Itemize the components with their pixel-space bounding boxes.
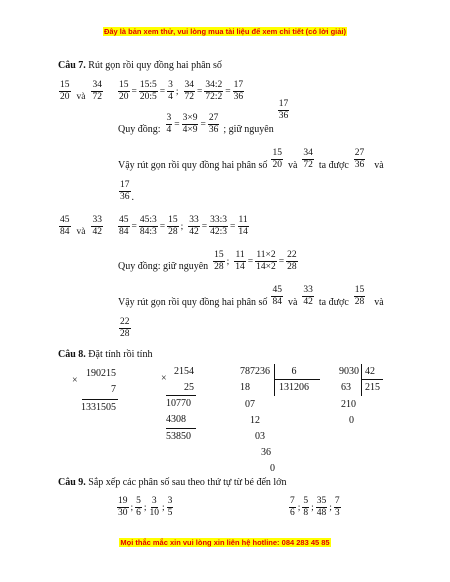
inline-text: . bbox=[131, 192, 134, 203]
numerator: 11 bbox=[238, 215, 248, 225]
numerator: 3×9 bbox=[182, 113, 198, 123]
numerator: 33:3 bbox=[210, 215, 227, 225]
denominator: 14×2 bbox=[256, 262, 276, 272]
q7a-common-denominator bbox=[118, 99, 290, 136]
numerator: 45 bbox=[119, 215, 129, 225]
denominator: 5 bbox=[167, 508, 173, 518]
fraction bbox=[139, 80, 158, 103]
math-text: 12 bbox=[250, 415, 260, 426]
fraction bbox=[302, 496, 309, 519]
q9-set-b bbox=[288, 496, 342, 519]
math-text: = bbox=[197, 86, 203, 97]
numerator: 15 bbox=[214, 250, 224, 260]
math-text: và bbox=[76, 226, 86, 237]
numerator: 11×2 bbox=[256, 250, 276, 260]
fraction bbox=[139, 215, 158, 238]
inline-text: Quy đồng: giữ nguyên bbox=[118, 261, 209, 272]
math-text: 2154 bbox=[174, 366, 194, 377]
math-text: 787236 bbox=[240, 366, 270, 377]
math-text: 36 bbox=[261, 447, 271, 458]
fraction bbox=[209, 215, 228, 238]
math-text: = bbox=[159, 86, 166, 97]
numerator: 17 bbox=[120, 180, 130, 190]
denominator: 30 bbox=[118, 508, 128, 518]
denominator: 8 bbox=[303, 508, 309, 518]
denominator: 36 bbox=[278, 111, 289, 121]
inline-text: Vậy rút gọn rồi quy đồng hai phân số bbox=[118, 297, 268, 308]
math-text: ; bbox=[175, 86, 179, 97]
preview-banner: Đây là bản xem thử, vui lòng mua tài liệu để xem chi tiết (có lời giải) bbox=[103, 27, 347, 36]
fraction bbox=[118, 80, 130, 103]
q9-heading bbox=[58, 477, 286, 489]
inline-text: và bbox=[287, 297, 298, 308]
numerator: 3 bbox=[167, 496, 173, 506]
math-text: ; bbox=[311, 502, 314, 513]
q7b-common-denominator bbox=[118, 250, 299, 273]
denominator: 36 bbox=[120, 192, 130, 202]
denominator: 14 bbox=[238, 227, 248, 237]
numerator: 45 bbox=[272, 285, 282, 295]
math-text: = bbox=[201, 221, 208, 232]
math-text: 42 bbox=[365, 366, 375, 377]
fraction bbox=[59, 80, 71, 103]
numerator: 33 bbox=[92, 215, 102, 225]
fraction bbox=[213, 250, 225, 273]
fraction bbox=[91, 80, 103, 103]
math-text: 131206 bbox=[279, 382, 309, 393]
numerator: 3 bbox=[151, 496, 157, 506]
denominator: 84 bbox=[272, 297, 282, 307]
fraction bbox=[255, 250, 277, 273]
denominator: 28 bbox=[354, 297, 365, 307]
numerator: 34 bbox=[92, 80, 102, 90]
denominator: 3 bbox=[334, 508, 340, 518]
q7-title: Câu 7. bbox=[58, 60, 86, 71]
q7-heading bbox=[58, 60, 222, 72]
divider-line bbox=[361, 379, 383, 380]
numerator: 11 bbox=[235, 250, 245, 260]
q7a-given bbox=[58, 80, 104, 103]
denominator: 48 bbox=[316, 508, 327, 518]
numerator: 33 bbox=[303, 285, 313, 295]
math-text: 0 bbox=[270, 463, 275, 474]
math-text: 190215 bbox=[86, 368, 116, 379]
divider-line bbox=[361, 364, 362, 396]
numerator: 15 bbox=[354, 285, 365, 295]
hotline-banner: Mọi thắc mắc xin vui lòng xin liên hệ hotline: 084 283 45 85 bbox=[120, 538, 330, 547]
denominator: 20 bbox=[272, 160, 282, 170]
math-text: 215 bbox=[365, 382, 380, 393]
numerator: 27 bbox=[354, 148, 365, 158]
numerator: 3 bbox=[168, 80, 173, 90]
inline-text: Quy đồng: bbox=[118, 124, 161, 135]
fraction bbox=[149, 496, 161, 519]
numerator: 45 bbox=[60, 215, 70, 225]
math-text: ; bbox=[130, 502, 134, 513]
denominator: 4 bbox=[166, 125, 172, 135]
numerator: 19 bbox=[118, 496, 128, 506]
fraction bbox=[278, 99, 290, 122]
denominator: 84 bbox=[119, 227, 129, 237]
denominator: 6 bbox=[136, 508, 141, 518]
math-text: 03 bbox=[255, 431, 265, 442]
math-text: ; bbox=[226, 256, 230, 267]
q7b-given bbox=[58, 215, 104, 238]
q7b-conclusion-wrap bbox=[118, 317, 132, 340]
fraction bbox=[234, 250, 246, 273]
fraction bbox=[184, 80, 196, 103]
denominator: 14 bbox=[235, 262, 245, 272]
math-text: = bbox=[174, 119, 180, 130]
denominator: 36 bbox=[233, 92, 244, 102]
q7b-reduce bbox=[117, 215, 250, 238]
math-text: ; bbox=[180, 221, 184, 232]
fraction bbox=[354, 148, 366, 171]
inline-text: ; giữ nguyên bbox=[223, 124, 274, 135]
denominator: 36 bbox=[208, 125, 219, 135]
math-text: 0 bbox=[349, 415, 354, 426]
math-text: = bbox=[247, 256, 254, 267]
fraction bbox=[166, 113, 173, 136]
fraction bbox=[286, 250, 298, 273]
numerator: 5 bbox=[136, 496, 141, 506]
math-text: = bbox=[200, 119, 206, 130]
fraction bbox=[208, 113, 220, 136]
math-text: 4308 bbox=[166, 414, 186, 425]
math-text: = bbox=[278, 256, 285, 267]
numerator: 15:5 bbox=[139, 80, 157, 90]
numerator: 15 bbox=[272, 148, 282, 158]
math-text: 6 bbox=[291, 366, 297, 377]
inline-text: ta được bbox=[318, 160, 349, 171]
divider-line bbox=[82, 399, 118, 400]
numerator: 27 bbox=[208, 113, 219, 123]
numerator: 7 bbox=[334, 496, 340, 506]
divider-line bbox=[166, 395, 196, 396]
denominator: 84 bbox=[60, 227, 70, 237]
math-text: = bbox=[131, 86, 137, 97]
fraction bbox=[119, 317, 131, 340]
numerator: 45:3 bbox=[139, 215, 157, 225]
q9-prompt: Sắp xếp các phân số sau theo thứ tự từ bé đến lớn bbox=[88, 477, 287, 488]
q8-heading bbox=[58, 349, 152, 361]
math-text: = bbox=[230, 221, 236, 232]
fraction bbox=[119, 180, 131, 203]
numerator: 22 bbox=[287, 250, 297, 260]
fraction bbox=[135, 496, 142, 519]
fraction bbox=[188, 215, 200, 238]
numerator: 35 bbox=[316, 496, 327, 506]
math-text: ; bbox=[143, 502, 147, 513]
numerator: 3 bbox=[166, 113, 172, 123]
fraction bbox=[167, 80, 174, 103]
math-text: × bbox=[161, 373, 167, 384]
math-text: ; bbox=[162, 502, 165, 513]
fraction bbox=[91, 215, 103, 238]
fraction bbox=[117, 496, 129, 519]
q8-prompt: Đặt tính rồi tính bbox=[88, 349, 153, 360]
math-text: 53850 bbox=[166, 431, 191, 442]
math-text: 9030 bbox=[339, 366, 359, 377]
math-text: ; bbox=[329, 502, 332, 513]
denominator: 28 bbox=[168, 227, 178, 237]
inline-text: Vậy rút gọn rồi quy đồng hai phân số bbox=[118, 160, 268, 171]
math-text: và bbox=[76, 91, 86, 102]
q9-set-a bbox=[116, 496, 174, 519]
denominator: 36 bbox=[354, 160, 365, 170]
math-text: ; bbox=[297, 502, 301, 513]
denominator: 72:2 bbox=[205, 92, 223, 102]
math-text: 10770 bbox=[166, 398, 191, 409]
fraction bbox=[237, 215, 249, 238]
fraction bbox=[167, 215, 179, 238]
divider-line bbox=[274, 364, 275, 396]
math-text: 7 bbox=[111, 384, 116, 395]
denominator: 4 bbox=[168, 92, 173, 102]
math-text: 1331505 bbox=[81, 402, 116, 413]
fraction bbox=[233, 80, 245, 103]
numerator: 34 bbox=[303, 148, 313, 158]
math-text: = bbox=[131, 221, 137, 232]
inline-text: và bbox=[374, 297, 384, 308]
denominator: 20 bbox=[119, 92, 129, 102]
fraction bbox=[289, 496, 296, 519]
fraction bbox=[271, 148, 283, 171]
fraction bbox=[118, 215, 130, 238]
inline-text: và bbox=[374, 160, 384, 171]
numerator: 7 bbox=[290, 496, 295, 506]
numerator: 17 bbox=[233, 80, 244, 90]
denominator: 42 bbox=[189, 227, 199, 237]
denominator: 20:5 bbox=[139, 92, 157, 102]
denominator: 28 bbox=[120, 329, 130, 339]
math-text: 25 bbox=[184, 382, 194, 393]
q7a-reduce bbox=[117, 80, 245, 103]
inline-text: và bbox=[287, 160, 298, 171]
math-text: × bbox=[72, 375, 78, 386]
denominator: 72 bbox=[92, 92, 102, 102]
numerator: 15 bbox=[168, 215, 178, 225]
fraction bbox=[316, 496, 328, 519]
q7-prompt: Rút gọn rồi quy đồng hai phân số bbox=[88, 60, 222, 71]
numerator: 33 bbox=[189, 215, 199, 225]
numerator: 17 bbox=[278, 99, 289, 109]
fraction bbox=[204, 80, 223, 103]
fraction bbox=[302, 285, 314, 308]
denominator: 42 bbox=[303, 297, 313, 307]
numerator: 22 bbox=[120, 317, 130, 327]
fraction bbox=[182, 113, 199, 136]
numerator: 5 bbox=[303, 496, 309, 506]
q7b-conclusion bbox=[118, 285, 384, 308]
divider-line bbox=[274, 379, 320, 380]
denominator: 20 bbox=[60, 92, 70, 102]
fraction bbox=[334, 496, 341, 519]
numerator: 15 bbox=[119, 80, 129, 90]
denominator: 72 bbox=[303, 160, 313, 170]
denominator: 84:3 bbox=[139, 227, 157, 237]
fraction bbox=[302, 148, 314, 171]
denominator: 6 bbox=[290, 508, 295, 518]
inline-text: ta được bbox=[318, 297, 349, 308]
denominator: 28 bbox=[287, 262, 297, 272]
divider-line bbox=[166, 428, 196, 429]
numerator: 34 bbox=[184, 80, 194, 90]
fraction bbox=[167, 496, 174, 519]
denominator: 42:3 bbox=[210, 227, 227, 237]
q8-title: Câu 8. bbox=[58, 349, 86, 360]
math-text: 07 bbox=[245, 399, 255, 410]
fraction bbox=[59, 215, 71, 238]
math-text: = bbox=[159, 221, 166, 232]
denominator: 28 bbox=[214, 262, 224, 272]
fraction bbox=[271, 285, 283, 308]
math-text: 18 bbox=[240, 382, 250, 393]
q9-title: Câu 9. bbox=[58, 477, 86, 488]
denominator: 42 bbox=[92, 227, 102, 237]
denominator: 72 bbox=[184, 92, 194, 102]
fraction bbox=[354, 285, 366, 308]
numerator: 34:2 bbox=[205, 80, 223, 90]
denominator: 4×9 bbox=[182, 125, 198, 135]
denominator: 10 bbox=[149, 508, 160, 518]
q7a-conclusion bbox=[118, 148, 384, 171]
numerator: 15 bbox=[60, 80, 70, 90]
q7a-conclusion-wrap bbox=[118, 180, 134, 203]
math-text: = bbox=[225, 86, 231, 97]
math-text: 63 bbox=[341, 382, 351, 393]
math-text: 210 bbox=[341, 399, 356, 410]
